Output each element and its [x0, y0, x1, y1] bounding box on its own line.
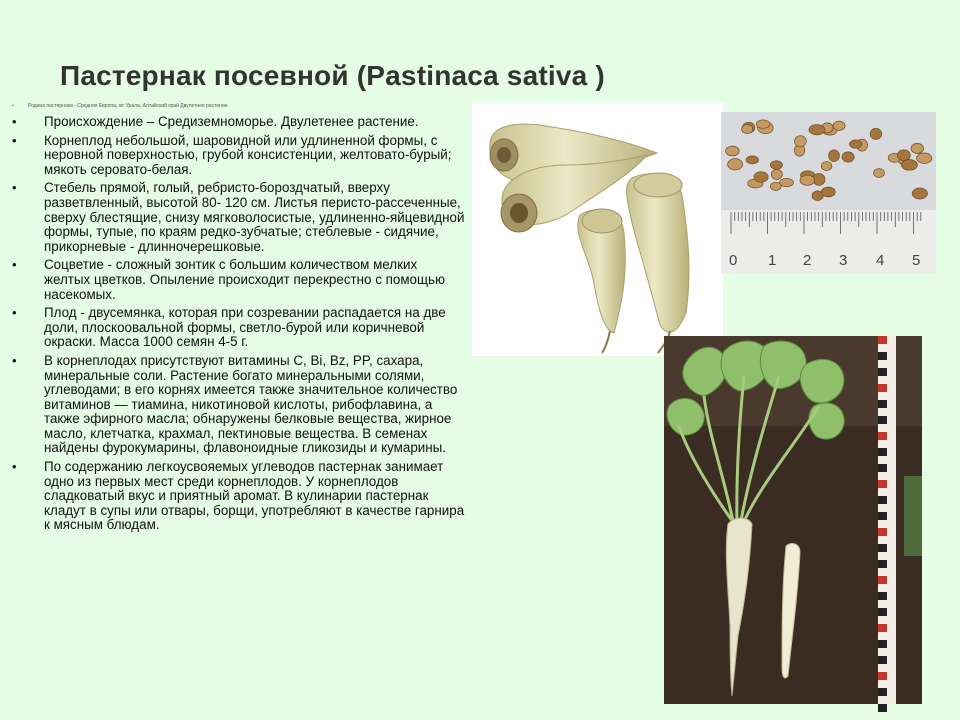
parsnip-roots-photo [472, 103, 723, 356]
seed [829, 150, 840, 162]
bullet-dot-icon: • [12, 305, 17, 321]
bullet-dot-icon: • [12, 459, 17, 475]
bullet-text: Соцветие - сложный зонтик с большим количеством мелких желтых цветков. Опыление происходит перекрестно с помощью насекомых. [44, 257, 446, 302]
stick-mark [878, 416, 887, 424]
stick-mark [878, 464, 887, 472]
seed [833, 121, 845, 130]
stick-mark [878, 336, 887, 344]
stick-mark [878, 384, 887, 392]
seed [746, 156, 758, 164]
stick-mark [878, 688, 887, 696]
bullet-fruit [12, 306, 467, 350]
bullet-dot-icon: • [12, 114, 17, 129]
seed [911, 143, 924, 153]
stick-mark [878, 544, 887, 552]
seed [874, 169, 885, 178]
bullet-text: Плод - двусемянка, которая при созревании распадается на две доли, плоскоовальной формы, светло-бурой или коричневой окраски. Масса 1000 семян 4-5 г. [44, 305, 446, 350]
seed [870, 128, 882, 139]
stick-mark [878, 576, 887, 584]
stick-mark [878, 704, 887, 712]
seed [901, 160, 917, 171]
bullet-text: В корнеплодах присутствуют витамины С, Bi, Bz, PP, сахара, минеральные соли. Растение богато минеральными солями, углеводами; в его корнях имеется также значительное количество витаминов — тиамина, никотиновой кислоты, рибофлавина, а также эфирного масла; обнаружены белковые вещества, жирное масло, клетчатка, крахмал, пектиновые вещества. В семенах найдены фурокумарины, флавоноидные гликозиды и кумарины. [44, 352, 458, 456]
stick-mark [878, 432, 887, 440]
seed [770, 182, 781, 190]
seed [742, 125, 753, 134]
bullet-list [12, 115, 467, 537]
seed [754, 172, 768, 183]
bullet-text: Корнеплод небольшой, шаровидной или удлиненной формы, с неровной поверхностью, грубой консистенции, желтовато-бурый; мякоть серовато-белая. [44, 132, 452, 177]
stick-mark [878, 400, 887, 408]
stick-mark [878, 656, 887, 664]
stick-mark [878, 352, 887, 360]
bullet-inflorescence [12, 258, 467, 302]
stick-mark [878, 624, 887, 632]
seed [770, 161, 782, 170]
seed [917, 153, 932, 163]
ruler-number-5: 5 [912, 252, 921, 269]
origin-note-text: Родина пастернака - Средняя Европа, юг Урала, Алтайский край Двулетнее растение. [28, 103, 229, 109]
seed [780, 178, 794, 186]
stick-mark [878, 560, 887, 568]
seed [728, 159, 743, 170]
seed [912, 188, 927, 199]
bullet-dot-icon: • [12, 257, 17, 273]
seed [821, 187, 835, 197]
seed [897, 150, 910, 161]
stick-mark [878, 448, 887, 456]
seed [809, 125, 825, 135]
stick-mark [878, 512, 887, 520]
bullet-usage [12, 460, 467, 533]
bullet-dot-icon: • [12, 132, 17, 148]
ruler-number-4: 4 [876, 252, 885, 269]
ruler-number-2: 2 [803, 252, 812, 269]
bullet-text: Происхождение – Средиземноморье. Двулетенее растение. [44, 114, 419, 129]
stick-mark [878, 608, 887, 616]
bullet-text: Стебель прямой, голый, ребристо-бороздчатый, вверху разветвленный, высотой 80- 120 см. Листья перисто-рассеченные, сверху блестящие, снизу мягковолосистые, удлиненно-яйцевидной формы, тупые, по краям редко-зубчатые; стеблевые - сидячие, прикорневые - длинночерешковые. [44, 180, 465, 254]
stick-mark [878, 528, 887, 536]
seed [771, 169, 782, 179]
slide-title: Пастернак посевной (Pastinaca sativa ) [60, 60, 605, 91]
stick-mark [878, 640, 887, 648]
seed [821, 162, 832, 171]
stick-mark [878, 368, 887, 376]
bullet-vitamins [12, 354, 467, 456]
stick-mark [878, 672, 887, 680]
seed [756, 120, 770, 128]
parsnip-seeds-photo [721, 112, 936, 274]
seed [850, 140, 862, 148]
ruler-number-3: 3 [839, 252, 848, 269]
seed [842, 152, 854, 162]
bullet-origin [12, 115, 467, 130]
seed [726, 146, 740, 156]
bullet-dot-icon: • [12, 180, 17, 196]
bullet-text: По содержанию легкоусвояемых углеводов пастернак занимает одно из первых мест среди корнеплодов. У корнеплодов сладковатый вкус и приятный аромат. В кулинарии пастернак кладут в супы или отвары, борщи, употребляют в качестве гарнира к мясным блюдам. [44, 459, 465, 533]
bullet-root [12, 134, 467, 178]
parsnip-plant-photo [664, 336, 922, 704]
ruler-number-1: 1 [768, 252, 777, 269]
seed [795, 136, 807, 147]
origin-note [12, 103, 448, 110]
stick-mark [878, 480, 887, 488]
bullet-stem [12, 181, 467, 254]
seed [800, 175, 815, 185]
ruler-number-0: 0 [729, 252, 738, 269]
bullet-dot-icon: • [12, 103, 14, 109]
stick-mark [878, 592, 887, 600]
bullet-dot-icon: • [12, 352, 17, 368]
stick-mark [878, 496, 887, 504]
